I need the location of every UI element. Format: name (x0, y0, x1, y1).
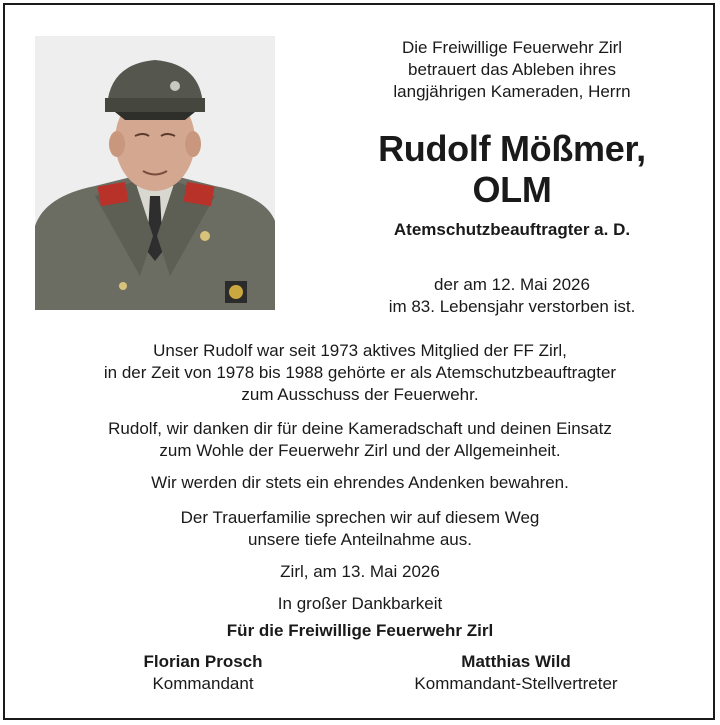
rank-line: OLM (472, 169, 552, 210)
signature-deputy (376, 651, 656, 695)
text-line: zum Ausschuss der Feuerwehr. (241, 385, 479, 404)
signature-name: Florian Prosch (143, 652, 263, 671)
text-line: Rudolf, wir danken dir für deine Kameradschaft und deinen Einsatz (108, 419, 612, 438)
death-age-line: im 83. Lebensjahr verstorben ist. (388, 297, 636, 316)
name-line: Rudolf Mößmer, (378, 128, 646, 169)
paragraph-membership (20, 340, 700, 406)
place-date: Zirl, am 13. Mai 2026 (280, 562, 440, 581)
text-line: Wir werden dir stets ein ehrendes Andenken bewahren. (151, 473, 569, 492)
role-title: Atemschutzbeauftragter a. D. (393, 220, 631, 239)
paragraph-memory (20, 472, 700, 494)
portrait-photo (35, 36, 275, 310)
text-line: unsere tiefe Anteilnahme aus. (248, 530, 472, 549)
signature-commander (63, 651, 343, 695)
paragraph-condolence (20, 507, 700, 551)
paragraph-thanks (20, 418, 700, 462)
deceased-name (310, 128, 714, 210)
intro-line: Die Freiwillige Feuerwehr Zirl (401, 38, 623, 57)
text-line: zum Wohle der Feuerwehr Zirl und der Allgemeinheit. (159, 441, 561, 460)
text-line: in der Zeit von 1978 bis 1988 gehörte er als Atemschutzbeauftragter (103, 363, 617, 382)
intro-line: betrauert das Ableben ihres (408, 60, 616, 79)
death-info (340, 274, 684, 318)
text-line: Der Trauerfamilie sprechen wir auf diesem Weg (180, 508, 540, 527)
intro-line: langjährigen Kameraden, Herrn (393, 82, 631, 101)
signature-name: Matthias Wild (461, 652, 571, 671)
death-date-line: der am 12. Mai 2026 (434, 275, 590, 294)
gratitude-line: In großer Dankbarkeit (277, 594, 443, 613)
text-line: Unser Rudolf war seit 1973 aktives Mitglied der FF Zirl, (153, 341, 567, 360)
sender-line: Für die Freiwillige Feuerwehr Zirl (226, 621, 494, 640)
intro-text (340, 37, 684, 103)
signature-title: Kommandant (152, 674, 254, 693)
signature-title: Kommandant-Stellvertreter (414, 674, 618, 693)
